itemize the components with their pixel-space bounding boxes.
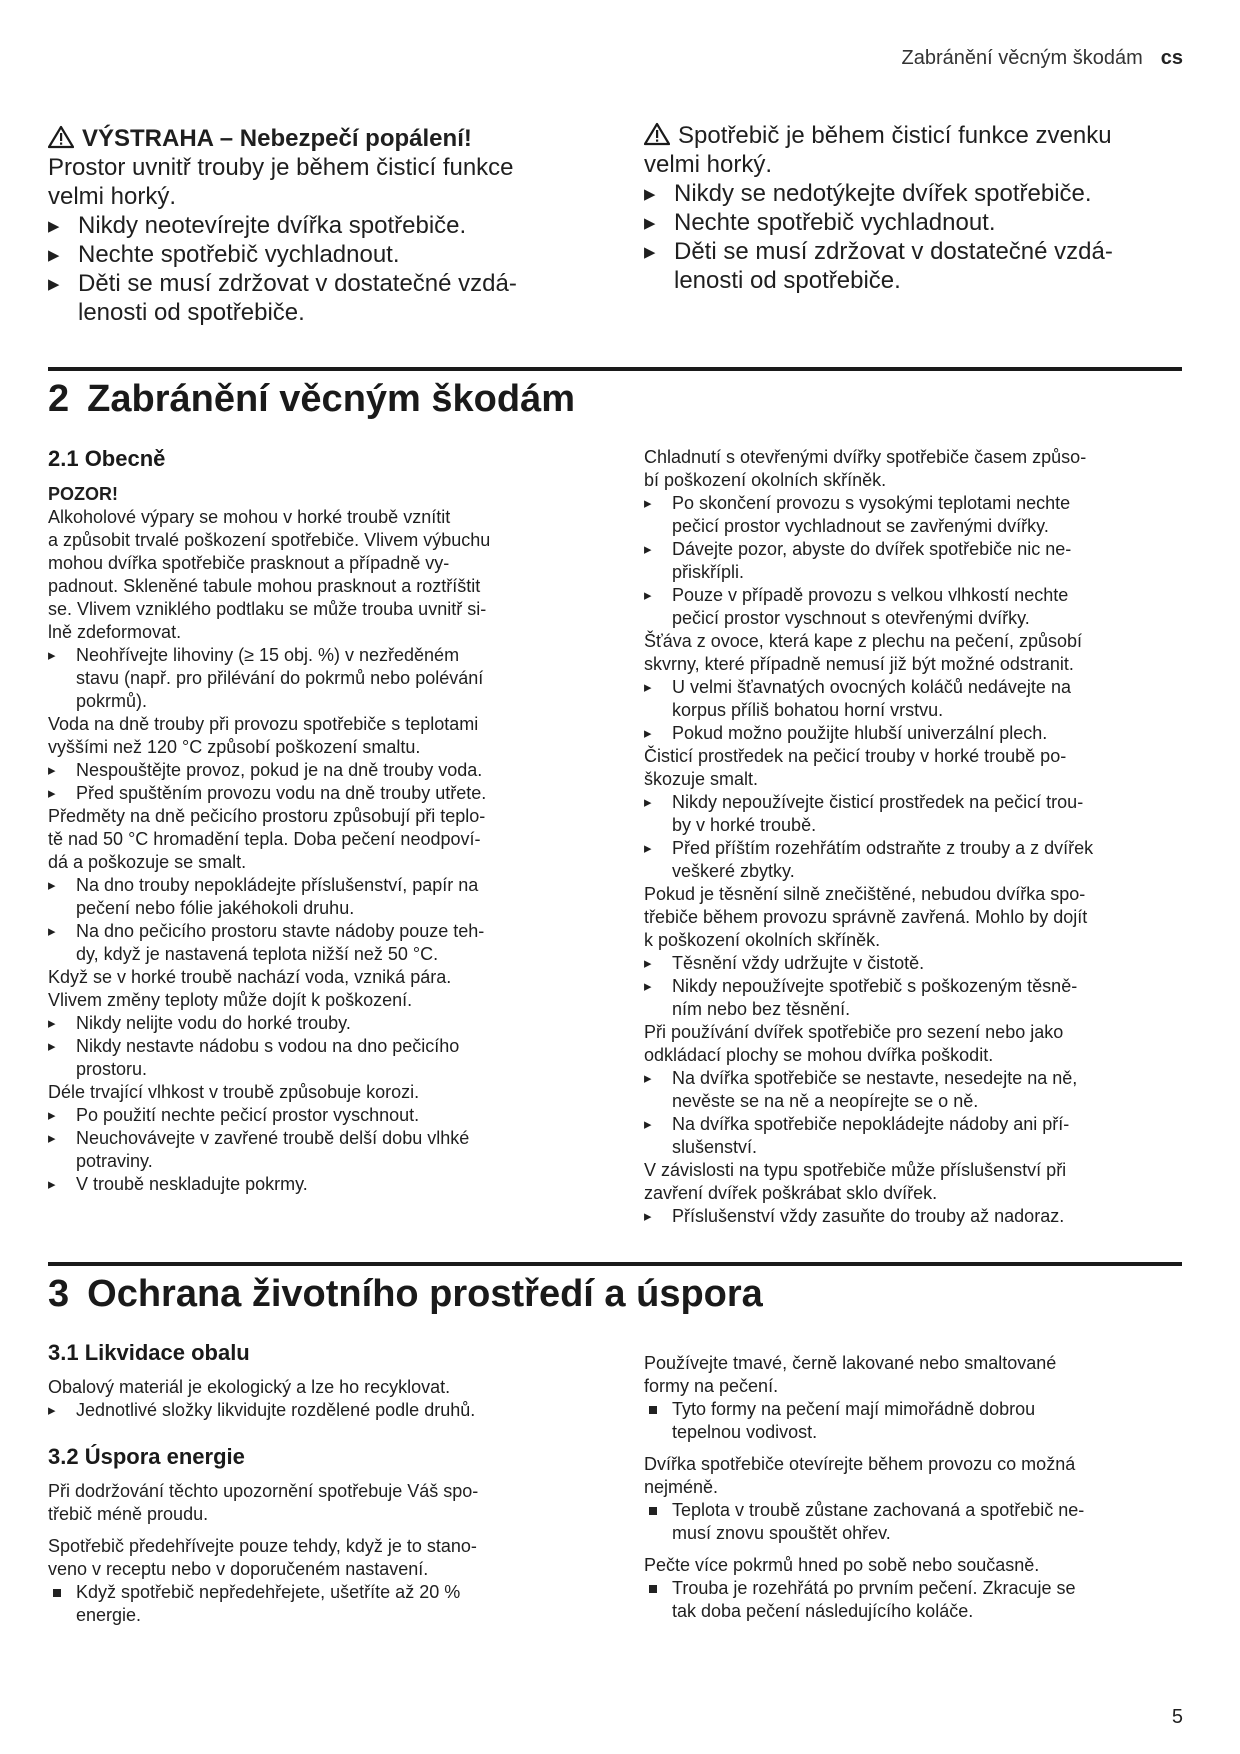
text-line: Chladnutí s otevřenými dvířky spotřebiče časem způso- — [644, 447, 1087, 467]
list-item — [644, 676, 1182, 722]
text-line: ▸ Před příštím rozehřátím odstraňte z trouby a z dvířek — [672, 838, 1094, 858]
bullet-line: ▸ Nikdy neotevírejte dvířka spotřebiče. — [78, 212, 467, 239]
warning-text-line — [644, 121, 1182, 150]
text-line: ▸ Nikdy nelijte vodu do horké trouby. — [76, 1013, 351, 1033]
paragraph — [644, 1159, 1182, 1205]
warning-bullet — [48, 211, 573, 240]
warning-triangle-icon — [48, 125, 74, 149]
list-item — [644, 1205, 1182, 1228]
warning-text-fragment: Spotřebič je během čisticí funkce zvenku — [678, 122, 1112, 149]
text-line: V závislosti na typu spotřebiče může příslušenství při — [644, 1160, 1067, 1180]
section-3-left-column — [48, 1340, 573, 1627]
list-item — [48, 1012, 573, 1035]
list-item — [644, 1398, 1182, 1444]
subsection-2-1-heading: 2.1 Obecně — [48, 446, 166, 471]
warning-text-line: velmi horký. — [48, 183, 177, 210]
paragraph — [644, 1453, 1182, 1499]
list-item — [48, 1127, 573, 1173]
warning-left — [48, 124, 573, 327]
text-line: Při dodržování těchto upozornění spotřebuje Váš spo- — [48, 1481, 479, 1501]
warning-right — [644, 121, 1182, 295]
language-code: cs — [1160, 47, 1183, 69]
text-line: Tyto formy na pečení mají mimořádně dobrou — [672, 1399, 1036, 1419]
text-line: ▸ Nespouštějte provoz, pokud je na dně trouby voda. — [76, 760, 483, 780]
section-3-heading — [48, 1273, 763, 1316]
list-item — [48, 644, 573, 713]
text-line: třebič méně proudu. — [48, 1504, 209, 1524]
list-item — [644, 538, 1182, 584]
paragraph — [644, 1554, 1182, 1577]
spacer — [644, 1545, 1182, 1554]
section-title: Zabránění věcným škodám — [87, 378, 575, 420]
text-line: zavření dvířek poškrábat sklo dvířek. — [644, 1183, 938, 1203]
text-line: ▸ Dávejte pozor, abyste do dvířek spotřebiče nic ne- — [672, 539, 1072, 559]
text-line: k poškození okolních skříněk. — [644, 930, 881, 950]
list-item — [644, 492, 1182, 538]
list-item — [644, 975, 1182, 1021]
list-item — [48, 1104, 573, 1127]
text-line: veškeré zbytky. — [672, 861, 795, 881]
text-line: škozuje smalt. — [644, 769, 759, 789]
spacer — [48, 1526, 573, 1535]
text-line: ▸ Nikdy nestavte nádobu s vodou na dno pečicího — [76, 1036, 460, 1056]
text-line: Trouba je rozehřátá po prvním pečení. Zkracuje se — [672, 1578, 1076, 1598]
subsection-3-1-body — [48, 1376, 573, 1422]
bullet-line: ▸ Děti se musí zdržovat v dostatečné vzdá- — [78, 270, 517, 297]
section-2-heading — [48, 378, 575, 421]
section-2-right-body — [644, 446, 1182, 1228]
list-item — [644, 791, 1182, 837]
text-line: veno v receptu nebo v doporučeném nastavení. — [48, 1559, 429, 1579]
text-line: ▸ Příslušenství vždy zasuňte do trouby až nadoraz. — [672, 1206, 1065, 1226]
text-line: by v horké troubě. — [672, 815, 817, 835]
text-line: tě nad 50 °C hromadění tepla. Doba pečení neodpoví- — [48, 829, 481, 849]
text-line: stavu (např. pro přilévání do pokrmů nebo polévání — [76, 668, 484, 688]
section-divider — [48, 1262, 1182, 1266]
warning-text-line: Prostor uvnitř trouby je během čisticí funkce — [48, 154, 514, 181]
text-line: Čisticí prostředek na pečicí trouby v horké troubě po- — [644, 746, 1067, 766]
text-line: Pečte více pokrmů hned po sobě nebo současně. — [644, 1555, 1040, 1575]
paragraph — [48, 1081, 573, 1104]
text-line: Obalový materiál je ekologický a lze ho recyklovat. — [48, 1377, 451, 1397]
bullet-line: ▸ Nechte spotřebič vychladnout. — [674, 209, 996, 236]
text-line: potraviny. — [76, 1151, 153, 1171]
section-number: 2 — [48, 378, 70, 420]
text-line: ▸ U velmi šťavnatých ovocných koláčů nedávejte na — [672, 677, 1071, 697]
section-3-right-body — [644, 1352, 1182, 1623]
bullet-line: ▸ Děti se musí zdržovat v dostatečné vzdá- — [674, 238, 1113, 265]
warning-bullet — [644, 208, 1182, 237]
text-line: Vlivem změny teploty může dojít k poškození. — [48, 990, 413, 1010]
text-line: prostoru. — [76, 1059, 148, 1079]
text-line: Alkoholové výpary se mohou v horké troubě vznítit — [48, 507, 451, 527]
text-line: Teplota v troubě zůstane zachovaná a spotřebič ne- — [672, 1500, 1085, 1520]
list-item — [48, 1399, 573, 1422]
paragraph — [48, 1535, 573, 1581]
paragraph — [644, 630, 1182, 676]
text-line: ▸ V troubě neskladujte pokrmy. — [76, 1174, 308, 1194]
text-line: mohou dvířka spotřebiče prasknout a případně vy- — [48, 553, 450, 573]
text-line: bí poškození okolních skříněk. — [644, 470, 887, 490]
text-line: Voda na dně trouby při provozu spotřebiče s teplotami — [48, 714, 479, 734]
warning-triangle-icon — [644, 122, 670, 146]
text-line: ▸ Před spuštěním provozu vodu na dně trouby utřete. — [76, 783, 487, 803]
list-item — [48, 1173, 573, 1196]
paragraph — [644, 883, 1182, 952]
list-item — [48, 874, 573, 920]
paragraph — [48, 1480, 573, 1526]
list-item — [644, 1577, 1182, 1623]
text-line: musí znovu spouštět ohřev. — [672, 1523, 891, 1543]
warning-bullet — [644, 237, 1182, 295]
bullet-line: ▸ Nikdy se nedotýkejte dvířek spotřebiče. — [674, 180, 1092, 207]
text-line: ▸ Po použití nechte pečicí prostor vyschnout. — [76, 1105, 420, 1125]
text-line: nejméně. — [644, 1477, 719, 1497]
text-line: Když spotřebič nepředehřejete, ušetříte až 20 % — [76, 1582, 461, 1602]
text-line: pečicí prostor vychladnout se zavřenými dvířky. — [672, 516, 1049, 536]
text-line: pečení nebo fólie jakéhokoli druhu. — [76, 898, 355, 918]
subsection-3-2-heading: 3.2 Úspora energie — [48, 1444, 245, 1469]
text-line: dá a poškozuje se smalt. — [48, 852, 247, 872]
subsection-3-2-body — [48, 1480, 573, 1627]
section-3-right-column — [644, 1352, 1182, 1623]
paragraph — [644, 1021, 1182, 1067]
paragraph — [48, 1376, 573, 1399]
text-line: ▸ Nikdy nepoužívejte čisticí prostředek na pečicí trou- — [672, 792, 1084, 812]
text-line: a způsobit trvalé poškození spotřebiče. Vlivem výbuchu — [48, 530, 491, 550]
text-line: ▸ Těsnění vždy udržujte v čistotě. — [672, 953, 925, 973]
text-line: ▸ Na dno trouby nepokládejte příslušenství, papír na — [76, 875, 479, 895]
text-line: ▸ Na dno pečicího prostoru stavte nádoby pouze teh- — [76, 921, 485, 941]
text-line: dy, když je nastavená teplota nižší než 50 °C. — [76, 944, 439, 964]
paragraph — [644, 745, 1182, 791]
bullet-line: lenosti od spotřebiče. — [674, 267, 901, 294]
list-item — [644, 722, 1182, 745]
list-item — [644, 952, 1182, 975]
text-line: ním nebo bez těsnění. — [672, 999, 851, 1019]
text-line: přiskřípli. — [672, 562, 745, 582]
text-line: ▸ Pokud možno použijte hlubší univerzální plech. — [672, 723, 1048, 743]
warning-title-line — [48, 124, 573, 153]
paragraph — [48, 966, 573, 1012]
list-item — [644, 1499, 1182, 1545]
text-line: ▸ Na dvířka spotřebiče se nestavte, nesedejte na ně, — [672, 1068, 1078, 1088]
paragraph — [48, 805, 573, 874]
section-title: Ochrana životního prostředí a úspora — [87, 1273, 763, 1315]
text-line: pečicí prostor vyschnout s otevřenými dvířky. — [672, 608, 1030, 628]
text-line: energie. — [76, 1605, 142, 1625]
text-line: ▸ Na dvířka spotřebiče nepokládejte nádoby ani pří- — [672, 1114, 1070, 1134]
warning-bullet — [644, 179, 1182, 208]
paragraph — [48, 506, 573, 644]
text-line: třebiče během provozu správně zavřená. Mohlo by dojít — [644, 907, 1088, 927]
section-number: 3 — [48, 1273, 70, 1315]
text-line: Předměty na dně pečicího prostoru způsobují při teplo- — [48, 806, 486, 826]
text-line: ▸ Nikdy nepoužívejte spotřebič s poškozeným těsně- — [672, 976, 1078, 996]
page-number: 5 — [1171, 1706, 1183, 1728]
list-item — [644, 1113, 1182, 1159]
text-line: korpus příliš bohatou horní vrstvu. — [672, 700, 944, 720]
bullet-line: ▸ Nechte spotřebič vychladnout. — [78, 241, 400, 268]
warning-text-line: velmi horký. — [644, 151, 773, 178]
section-2-left-column — [48, 446, 573, 1196]
text-line: pokrmů). — [76, 691, 148, 711]
text-line: skvrny, které případně nemusí již být možné odstranit. — [644, 654, 1074, 674]
section-divider — [48, 367, 1182, 371]
text-line: ▸ Po skončení provozu s vysokými teplotami nechte — [672, 493, 1071, 513]
warning-text — [644, 121, 1182, 179]
section-2-right-column — [644, 446, 1182, 1228]
text-line: padnout. Skleněné tabule mohou prasknout a roztříštit — [48, 576, 481, 596]
text-line: ▸ Neohřívejte lihoviny (≥ 15 obj. %) v nezředěném — [76, 645, 460, 665]
text-line: ▸ Jednotlivé složky likvidujte rozdělené podle druhů. — [76, 1400, 476, 1420]
running-header — [902, 47, 1183, 70]
list-item — [48, 782, 573, 805]
list-item — [48, 920, 573, 966]
subsection-3-1-heading: 3.1 Likvidace obalu — [48, 1340, 250, 1365]
text-line: Při používání dvířek spotřebiče pro sezení nebo jako — [644, 1022, 1064, 1042]
text-line: slušenství. — [672, 1137, 758, 1157]
list-item — [644, 837, 1182, 883]
text-line: odkládací plochy se mohou dvířka poškodit. — [644, 1045, 994, 1065]
text-line: ▸ Neuchovávejte v zavřené troubě delší dobu vlhké — [76, 1128, 470, 1148]
text-line: ▸ Pouze v případě provozu s velkou vlhkostí nechte — [672, 585, 1069, 605]
list-item — [48, 759, 573, 782]
text-line: vyššími než 120 °C způsobí poškození smaltu. — [48, 737, 421, 757]
text-line: Pokud je těsnění silně znečištěné, nebudou dvířka spo- — [644, 884, 1086, 904]
text-line: Dvířka spotřebiče otevírejte během provozu co možná — [644, 1454, 1076, 1474]
warning-bullet — [48, 269, 573, 327]
text-line: Když se v horké troubě nachází voda, vzniká pára. — [48, 967, 452, 987]
text-line: se. Vlivem vzniklého podtlaku se může trouba uvnitř si- — [48, 599, 487, 619]
bullet-line: lenosti od spotřebiče. — [78, 299, 305, 326]
text-line: lně zdeformovat. — [48, 622, 182, 642]
spacer — [644, 1444, 1182, 1453]
paragraph — [644, 1352, 1182, 1398]
running-header-title: Zabránění věcným škodám — [901, 47, 1143, 69]
list-item — [644, 1067, 1182, 1113]
list-item — [48, 1581, 573, 1627]
text-line: tak doba pečení následujícího koláče. — [672, 1601, 974, 1621]
warning-bullet — [48, 240, 573, 269]
text-line: nevěste se na ně a neopírejte se o ně. — [672, 1091, 979, 1111]
text-line: Déle trvající vlhkost v troubě způsobuje korozi. — [48, 1082, 420, 1102]
text-line: Používejte tmavé, černě lakované nebo smaltované — [644, 1353, 1057, 1373]
text-line: tepelnou vodivost. — [672, 1422, 818, 1442]
text-line: formy na pečení. — [644, 1376, 779, 1396]
text-line: Šťáva z ovoce, která kape z plechu na pečení, způsobí — [644, 631, 1083, 651]
warning-title: VÝSTRAHA – Nebezpečí popálení! — [82, 125, 472, 152]
caution-label: POZOR! — [48, 484, 118, 504]
section-2-left-body — [48, 506, 573, 1196]
list-item — [644, 584, 1182, 630]
list-item — [48, 1035, 573, 1081]
paragraph — [48, 713, 573, 759]
paragraph — [644, 446, 1182, 492]
warning-text — [48, 153, 573, 211]
text-line: Spotřebič předehřívejte pouze tehdy, když je to stano- — [48, 1536, 477, 1556]
